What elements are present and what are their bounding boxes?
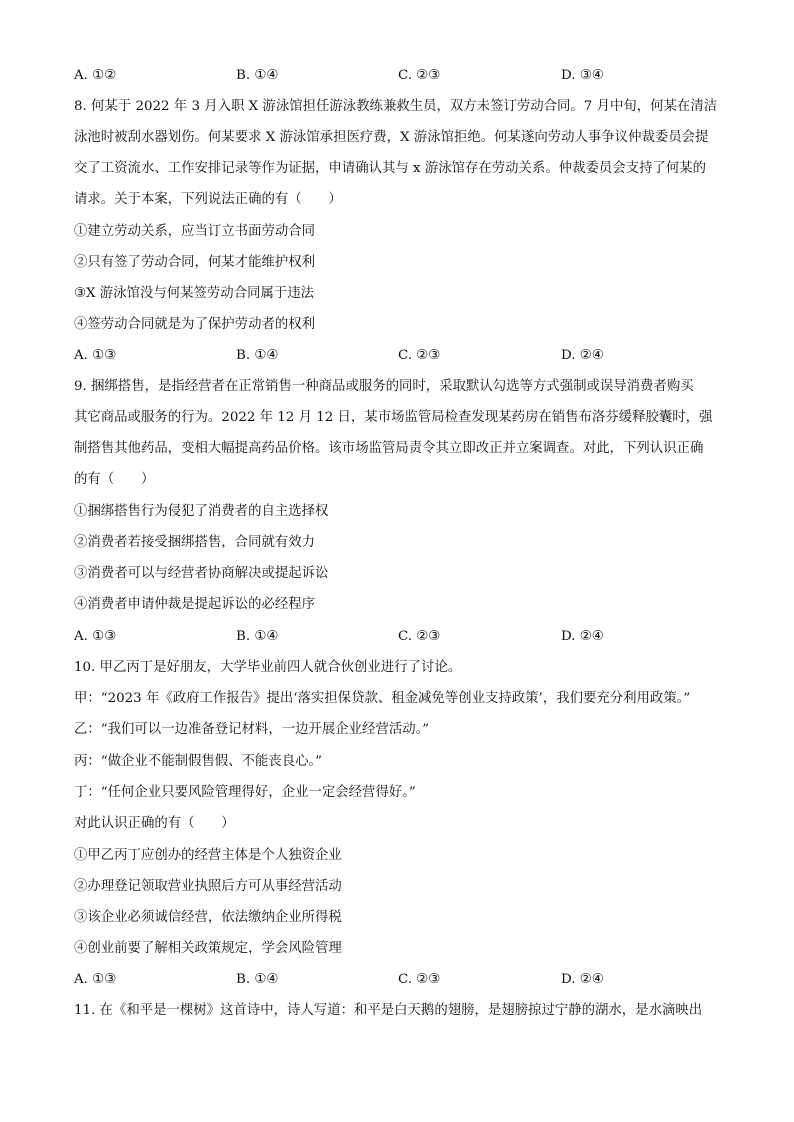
q9-item: ②消费者若接受捆绑搭售，合同就有效力 (74, 535, 316, 550)
option-b: B. ①④ (236, 348, 279, 363)
option-a: A. ①③ (74, 348, 117, 363)
q9-item: ③消费者可以与经营者协商解决或提起诉讼 (74, 566, 329, 581)
q8-options (74, 346, 724, 366)
option-a: A. ①③ (74, 972, 117, 987)
q9-item: ①捆绑搭售行为侵犯了消费者的自主选择权 (74, 504, 329, 519)
q11-stem-line: 11. 在《和平是一棵树》这首诗中，诗人写道：和平是白天鹅的翅膀，是翅膀掠过宁静的湖水，是水滴映出 (74, 1003, 703, 1018)
option-d: D. ③④ (561, 68, 604, 83)
q8-stem-line: 泳池时被刮水器划伤。何某要求 X 游泳馆承担医疗费，X 游泳馆拒绝。何某遂向劳动人事争议仲裁委员会提 (74, 130, 709, 145)
q10-stem-line: 乙：“我们可以一边准备登记材料，一边开展企业经营活动。” (74, 722, 430, 737)
option-d: D. ②④ (561, 972, 604, 987)
option-b: B. ①④ (236, 629, 279, 644)
q10-stem-line: 对此认识正确的有（ ） (74, 816, 235, 831)
q9-stem-line: 制搭售其他药品，变相大幅提高药品价格。该市场监管局责令其立即改正并立案调查。对此，下列认识正确 (74, 441, 704, 456)
q8-item: ②只有签了劳动合同，何某才能维护权利 (74, 255, 316, 270)
q9-stem-line: 的有（ ） (74, 472, 155, 487)
option-c: C. ②③ (398, 629, 441, 644)
option-c: C. ②③ (398, 68, 441, 83)
q9-stem-line: 9. 捆绑搭售，是指经营者在正常销售一种商品或服务的同时，采取默认勾选等方式强制或误导消费者购买 (74, 379, 694, 394)
option-c: C. ②③ (398, 972, 441, 987)
q8-stem-line: 请求。关于本案，下列说法正确的有（ ） (74, 192, 342, 207)
q10-item: ②办理登记领取营业执照后方可从事经营活动 (74, 879, 342, 894)
option-d: D. ②④ (561, 629, 604, 644)
q10-stem-line: 丙：“做企业不能制假售假、不能丧良心。” (74, 754, 323, 769)
option-a: A. ①③ (74, 629, 117, 644)
q10-stem-line: 10. 甲乙丙丁是好朋友，大学毕业前四人就合伙创业进行了讨论。 (74, 660, 462, 675)
q10-stem-line: 丁：“任何企业只要风险管理得好，企业一定会经营得好。” (74, 785, 416, 800)
q10-item: ③该企业必须诚信经营，依法缴纳企业所得税 (74, 910, 342, 925)
q9-item: ④消费者申请仲裁是提起诉讼的必经程序 (74, 597, 316, 612)
q10-stem-line: 甲：“2023 年《政府工作报告》提出‘落实担保贷款、租金减免等创业支持政策’，我们要充分利用政策。” (74, 691, 691, 706)
q9-options (74, 627, 724, 647)
q8-stem-line: 交了工资流水、工作安排记录等作为证据，申请确认其与 x 游泳馆存在劳动关系。仲裁委员会支持了何某的 (74, 161, 707, 176)
option-b: B. ①④ (236, 68, 279, 83)
q10-item: ④创业前要了解相关政策规定，学会风险管理 (74, 941, 342, 956)
option-a: A. ①② (74, 68, 117, 83)
q10-options (74, 970, 724, 990)
q7-options (74, 66, 724, 86)
q10-item: ①甲乙丙丁应创办的经营主体是个人独资企业 (74, 848, 342, 863)
q8-stem-line: 8. 何某于 2022 年 3 月入职 X 游泳馆担任游泳教练兼救生员，双方未签订劳动合同。7 月中旬，何某在清洁 (74, 99, 718, 114)
q8-item: ①建立劳动关系，应当订立书面劳动合同 (74, 224, 316, 239)
option-c: C. ②③ (398, 348, 441, 363)
option-d: D. ②④ (561, 348, 604, 363)
q8-item: ④签劳动合同就是为了保护劳动者的权利 (74, 317, 316, 332)
option-b: B. ①④ (236, 972, 279, 987)
q9-stem-line: 其它商品或服务的行为。2022 年 12 月 12 日，某市场监管局检查发现某药房在销售布洛芬缓释胶囊时，强 (74, 410, 713, 425)
q8-item: ③X 游泳馆没与何某签劳动合同属于违法 (74, 286, 315, 301)
